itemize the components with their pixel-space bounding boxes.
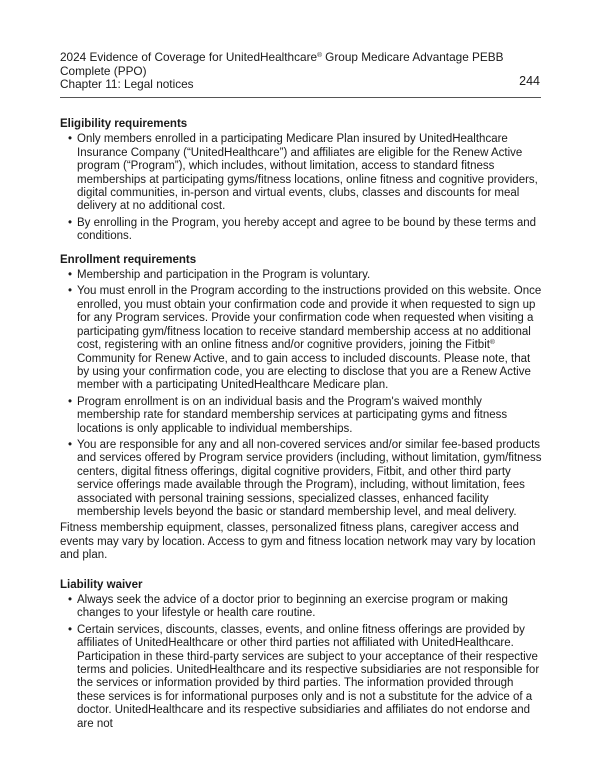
list-item: • Certain services, discounts, classes, events, and online fitness offerings are provided by affiliates of UnitedHealthcare or other third parties not affiliated with UnitedHealthcare. Participation in these third-party services are subject to your acceptance of their respective terms and policies. UnitedHealthcare and its respective subsidiaries are not responsible for the services or information provided by third parties. The information provided through these services is for informational purposes only and is not a substitute for the advice of a doctor. UnitedHealthcare and its respective subsidiaries and affiliates do not endorse and are not bbox=[60, 624, 542, 731]
section-heading: Liability waiver bbox=[60, 578, 143, 591]
registered-mark: ® bbox=[317, 52, 322, 59]
page-number: 244 bbox=[519, 74, 540, 89]
list-item: • Membership and participation in the Program is voluntary. bbox=[60, 269, 542, 282]
list-item: • By enrolling in the Program, you hereby accept and agree to be bound by these terms and conditions. bbox=[60, 217, 542, 244]
section-heading: Enrollment requirements bbox=[60, 253, 197, 266]
enrollment-section bbox=[60, 254, 542, 563]
title-text-rest: Group Medicare Advantage PEBB Complete (PPO) bbox=[60, 50, 504, 78]
chapter-title: Chapter 11: Legal notices bbox=[60, 77, 194, 92]
list-item: • Only members enrolled in a participating Medicare Plan insured by UnitedHealthcare Insurance Company (“UnitedHealthcare”) and affiliates are eligible for the Renew Active program (“Program”), which includes, without limitation, access to standard fitness memberships at participating gyms/fitness locations, online fitness and cognitive providers, digital communities, in-person and virtual events, clubs, classes and discounts for meal delivery at no additional cost. bbox=[60, 133, 542, 213]
list-item: • Always seek the advice of a doctor prior to beginning an exercise program or making changes to your lifestyle or health care routine. bbox=[60, 594, 542, 621]
list-item: • You are responsible for any and all non-covered services and/or similar fee-based products and services offered by Program service providers (including, without limitation, gym/fitness centers, digital fitness offerings, digital cognitive providers, Fitbit, and other third party service offerings made available through the Program), including, without limitation, fees associated with personal training sessions, specialized classes, enhanced facility membership levels beyond the basic or standard membership level, and meal delivery. bbox=[60, 439, 542, 519]
bullet-list bbox=[60, 269, 542, 519]
page-content bbox=[60, 118, 542, 741]
paragraph-note: Fitness membership equipment, classes, personalized fitness plans, caregiver access and events may vary by location. Access to gym and fitness location network may vary by location and plan. bbox=[60, 522, 536, 562]
list-item: • Program enrollment is on an individual basis and the Program's waived monthly membership rate for standard membership services at participating gyms and fitness locations is only applicable to individual memberships. bbox=[60, 396, 542, 436]
header-divider bbox=[60, 97, 541, 98]
registered-mark: ® bbox=[489, 339, 495, 347]
page-header bbox=[60, 51, 540, 92]
list-item bbox=[60, 285, 542, 392]
eligibility-section bbox=[60, 118, 542, 244]
bullet-list bbox=[60, 594, 542, 731]
liability-section bbox=[60, 579, 542, 731]
title-text: 2024 Evidence of Coverage for UnitedHealthcare bbox=[60, 50, 318, 64]
list-item-text-rest: Community for Renew Active, and to gain access to included discounts. Please note, that by using your confirmation code, you are electing to disclose that you are a Renew Active member with a participating UnitedHealthcare Medicare plan. bbox=[77, 352, 531, 392]
bullet-list bbox=[60, 133, 542, 243]
section-heading: Eligibility requirements bbox=[60, 118, 188, 130]
list-item-text: You must enroll in the Program according to the instructions provided on this website. Once enrolled, you must obtain your confirmation code and provide it when requested to sign up for any Program services. Provide your confirmation code when requested when visiting a participating gym/fitness location to receive standard membership access at no additional cost, registering with an online fitness and/or cognitive providers, joining the Fitbit bbox=[77, 285, 542, 352]
document-title bbox=[60, 51, 540, 78]
